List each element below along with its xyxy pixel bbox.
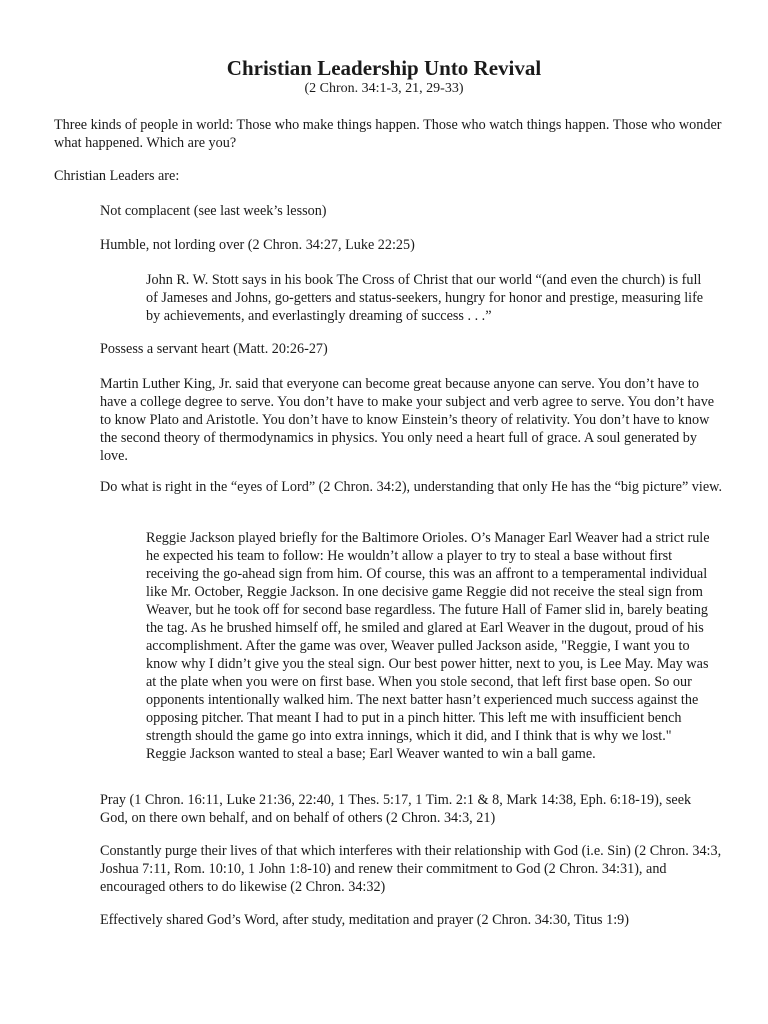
scripture-reference: (2 Chron. 34:1-3, 21, 29-33) <box>304 81 464 96</box>
leaders-heading: Christian Leaders are: <box>54 168 180 184</box>
point-humble: Humble, not lording over (2 Chron. 34:27, Luke 22:25) <box>100 237 415 253</box>
point-servant-heart: Possess a servant heart (Matt. 20:26-27) <box>100 341 328 357</box>
point-purge-sin: Constantly purge their lives of that which interferes with their relationship with God (i.e. Sin) (2 Chron. 34:3, Joshua 7:11, Rom. 10:10, 1 John 1:8-10) and renew their commitment to God (2 Chron. 34:31), and encouraged others to do likewise (2 Chron. 34:32) <box>100 843 722 895</box>
quote-mlk: Martin Luther King, Jr. said that everyone can become great because anyone can serve. You don’t have to have a college degree to serve. You don’t have to make your subject and verb agree to serve. You don’t have to know Plato and Aristotle. You don’t have to know Einstein’s theory of relativity. You don’t have to know the second theory of thermodynamics in physics. You only need a heart full of grace. A soul generated by love. <box>100 376 715 464</box>
point-pray: Pray (1 Chron. 16:11, Luke 21:36, 22:40, 1 Thes. 5:17, 1 Tim. 2:1 & 8, Mark 14:38, Eph. 6:18-19), seek God, on there own behalf, and on behalf of others (2 Chron. 34:3, 21) <box>100 792 692 826</box>
point-share-word: Effectively shared God’s Word, after study, meditation and prayer (2 Chron. 34:30, Titus 1:9) <box>100 912 629 928</box>
point-do-right: Do what is right in the “eyes of Lord” (2 Chron. 34:2), understanding that only He has the “big picture” view. <box>100 479 722 495</box>
intro-paragraph: Three kinds of people in world: Those who make things happen. Those who watch things happen. Those who wonder what happened. Which are you? <box>54 117 722 151</box>
quote-stott: John R. W. Stott says in his book The Cross of Christ that our world “(and even the church) is full of Jameses and Johns, go-getters and status-seekers, hungry for honor and prestige, measuring life by achievements, and everlastingly dreaming of success . . .” <box>146 272 704 324</box>
story-reggie-jackson: Reggie Jackson played briefly for the Baltimore Orioles. O’s Manager Earl Weaver had a strict rule he expected his team to follow: He wouldn’t allow a player to try to steal a base without first receiving the go-ahead sign from him. Of course, this was an affront to a temperamental individual like Mr. October, Reggie Jackson. In one decisive game Reggie did not receive the steal sign from Weaver, but he took off for second base regardless. The future Hall of Famer slid in, barely beating the tag. As he brushed himself off, he smiled and glared at Earl Weaver in the dugout, proud of his accomplishment. After the game was over, Weaver pulled Jackson aside, "Reggie, I want you to know why I didn’t give you the steal sign. Our best power hitter, next to you, is Lee May. May was at the plate when you were on first base. When you stole second, that left first base open. So our opponents intentionally walked him. The next batter hasn’t experienced much success against the opposing pitcher. That meant I had to put in a pinch hitter. This left me with insufficient bench strength should the game go into extra innings, which it did, and I think that is why we lost." Reggie Jackson wanted to steal a base; Earl Weaver wanted to win a ball game. <box>146 530 710 762</box>
page-title: Christian Leadership Unto Revival <box>226 56 542 80</box>
point-not-complacent: Not complacent (see last week’s lesson) <box>100 203 327 219</box>
